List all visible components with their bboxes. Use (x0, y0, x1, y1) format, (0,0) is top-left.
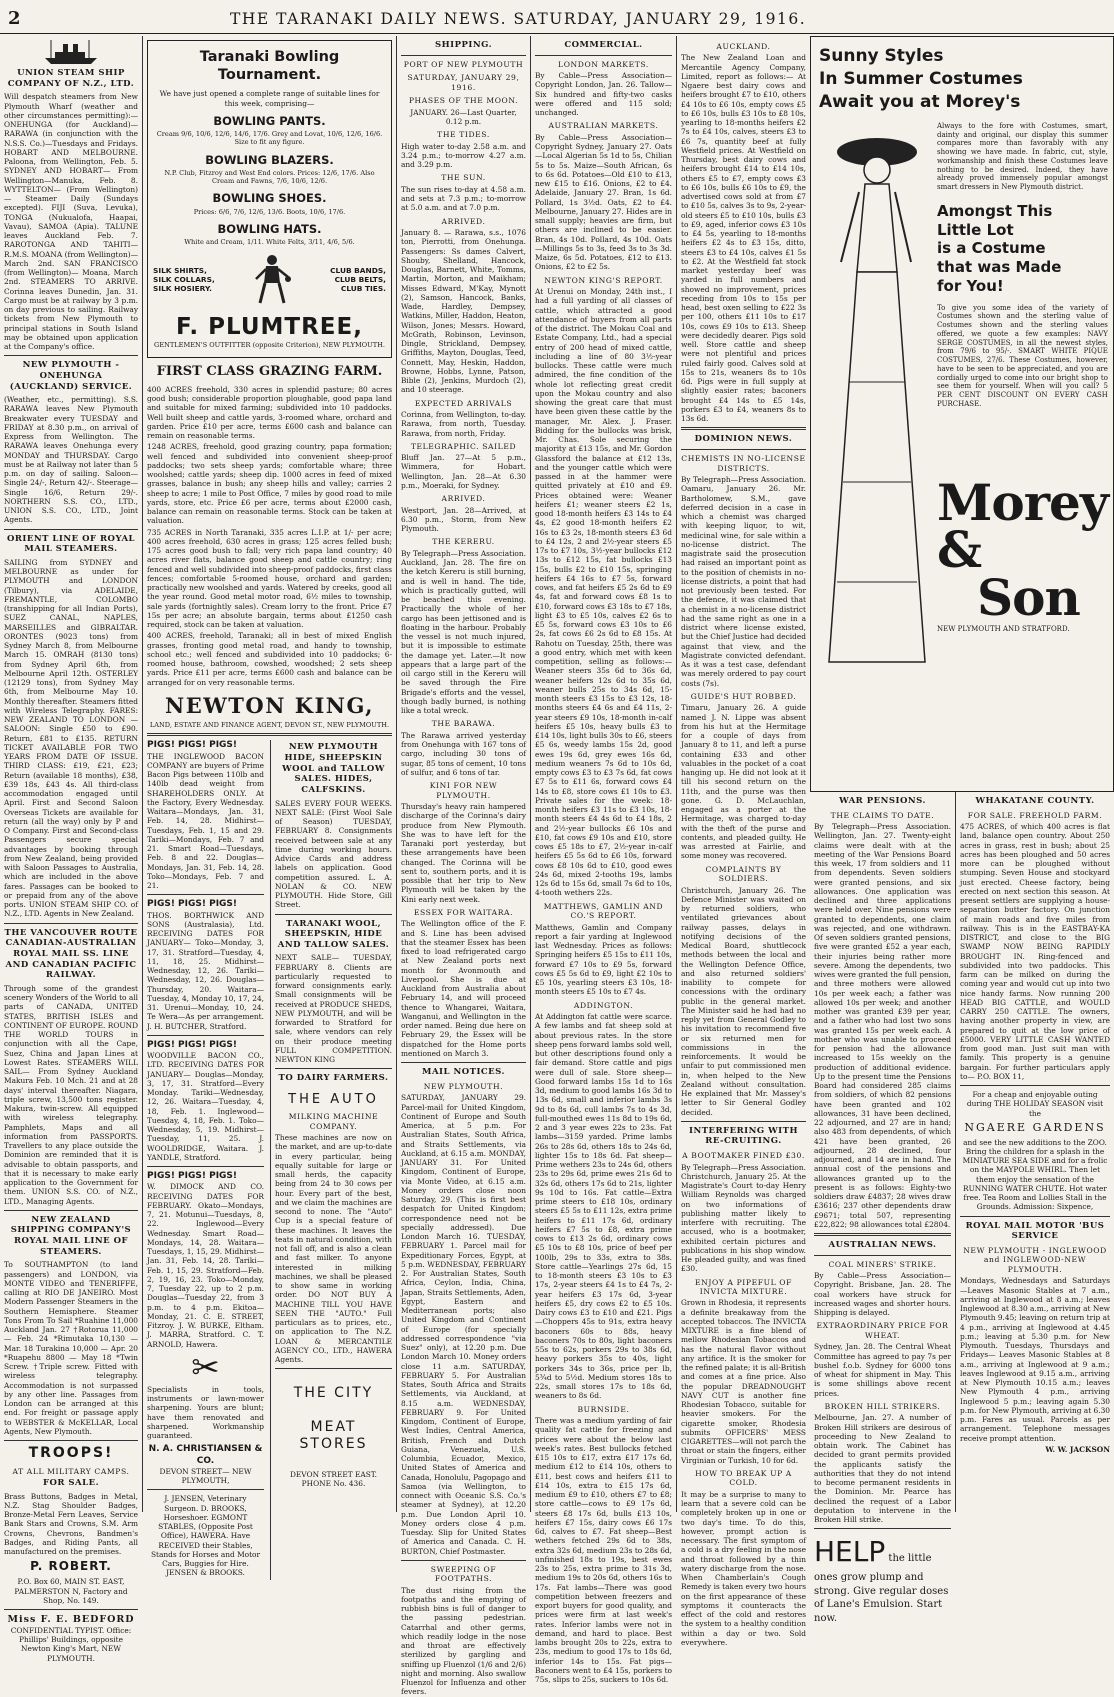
expected-heading: EXPECTED ARRIVALS (414, 398, 513, 408)
motor-heading: ROYAL MAIL MOTOR 'BUS SERVICE (965, 1220, 1105, 1242)
sunny-line: In Summer Costumes (819, 68, 1023, 89)
troops-sub: AT ALL MILITARY CAMPS. (12, 1466, 130, 1476)
column-commercial (530, 36, 676, 1685)
steamship-icon (41, 38, 101, 66)
right-line: CLUB TIES. (340, 284, 386, 294)
coal-heading: COAL MINERS' STRIKE. (828, 1259, 937, 1269)
addington-heading: ADDINGTON. (573, 1000, 634, 1010)
commercial-heading: COMMERCIAL. (564, 40, 643, 50)
morey-intro: Always to the fore with Costumes, smart, dainty and original, our display this summer compares more than favorably with any showing we have made. In fabric, cut, style, workmanship and finish these Costumes leave nothing to be desired. Indeed, they have already proved immensely popular amongst smart dressers in New Plymouth district. (937, 121, 1108, 192)
meat-heading: MEAT STORES (299, 1418, 368, 1453)
onehunga-body: (Weather, etc., permitting). S.S. RARAWA leaves New Plymouth Breakwater every TUESDAY and FRIDAY at 8.30 p.m., on arrival of Express from Wellington. The RARAWA leaves Onehunga every MONDAY and THURSDAY. Cargo must be at Railway not later than 5 p.m. on day of sailing. Saloon—Single 24/-, Return 42/-. Steerage—Single 16/6, Return 29/-. NORTHERN S.S. CO., LTD., UNION S.S. CO., LTD., Joint Agents. (4, 395, 138, 525)
plumtree-sub: GENTLEMEN'S OUTFITTER (opposite Criterion), NEW PLYMOUTH. (154, 341, 385, 350)
troops-body: Brass Buttons, Badges in Metal, N.Z. Stag Shoulder Badges, Bronze-Metal Fern Leaves, Service Bank Stars and Crowns, S.M. Arm Crowns, Chevrons, Bandmen's Badges, and Riding Pants, all manufactured on the premises. (4, 1491, 138, 1557)
union-body: Will despatch steamers from New Plymouth Wharf (weather and other circumstances permitting):— ONEHUNGA (for Auckland)— RARAWA (in conjunction with the N.S.S. Co.)—Tuesdays and Fridays. HOBART AND MELBOURNE. Paloona, from Wellington, Feb. 5. SYDNEY AND HOBART— From Wellington—Manuka, Feb. 8. WYTTELTON— (From Wellington)— Steamer Daily (Sundays excepted). FIJI (Suva, Levuka), TONGA (Nukualofa, Haapai, Vavau), SAMOA (Apia). TALUNE leaves Auckland Feb. 7. RAROTONGA AND TAHITI— R.M.S. MOANA (from Wellington)— March 2nd. SAN FRANCISCO (from Wellington)— Moana, March 2nd. STEAMERS TO ARRIVE. Corinna leaves Dunedin, Jan. 31. Cargo must be at railway by 3 p.m. on day previous to sailing. Railway tickets from New Plymouth to principal stations in South Island may be obtained upon application at the Company's office. (4, 92, 138, 351)
pigs-heading: PIGS! PIGS! PIGS! (147, 740, 238, 751)
bedford-body: CONFIDENTIAL TYPIST. Office: Phillips' Buildings, opposite Newton King's Mart, NEW PLYMOUTH. (10, 1625, 132, 1663)
morey-name: Son (977, 567, 1080, 627)
pants-head: BOWLING PANTS. (213, 113, 326, 128)
auto-body: These machines are now on the market, and are up-to-date in every particular, being equally suitable for large or small herds, the capacity being from 24 to 30 cows per hour. Every part of the best, and we claim the machines are second to none. The "Auto" Cup is a special feature of these machines. It leaves the teats in natural condition, with not fall off, and is also a clean and fast milker. To anyone interested in milking machines, we shall be pleased to show same in working order. DO NOT BUY A MACHINE TILL YOU HAVE SEEN THE "AUTO." Full particulars as to prices, etc., on application to The N.Z. LOAN & MERCANTILE AGENCY CO., LTD., HAWERA Agents. (275, 1133, 392, 1365)
newton-king-report-body: At Urenui on Monday, 24th inst., I had a full yarding of all classes of cattle, which attracted a good attendance of buyers from all parts of the district. The Mokau Coal and Estate Company, Ltd., had a special entry of 200 head of mixed cattle, including a line of 80 3½-year bullocks. These cattle were much admired, the fine condition of the whole lot reflecting great credit upon the Mokau country and also showing the great care that must have been given these cattle by the manager, Mr. Alex. J. Fraser. Bidding for the bullocks was brisk, Mr. Chas. Sole securing the majority at £13 15s, and Mr. Gordon Glassford the balance at £12 13s, and the younger cattle which were passed in at the hammer were quitted privately at £10 and £9. Prices obtained were: Weaner heifers £1; weaner steers £2 1s, good 18-month heifers £3 14s to £4 4s, £2 good 18-month heifers £2 16s to £3 2s, 18-month steers £3 6d to £4 12s, 2 and 2½-year steers £5 17s to £7 10s, 3½-year bullocks £12 13s to £12 15s, fat bullocks £13 15s, bulls £2 to £10 15s, springing heifers £4 16s to £7 5s, forward cows, and fat heifers £5 2s 6d to £9 4s, fat and forward cows £8 1s to £10, forward cows £3 18s to £7 18s, light £3 to £5 10s, calves £2 6s to £5 5s, forward cows £3 10s to £6 2s, fat cows £6 2s 6d to £8 15s. At Rahotu on Tuesday, 25th, there was a good entry, which met with keen competition, selling as follows:—Weaner steers 35s 6d to 36s 6d, weaner heifers 12s 6d to 35s 6d, weaner bulls 25s to 34s 6d, 15-month steers £3 15s to £3 12s, 18-months steers £4 6s and £4 11s, 2-year steers £9 10s, 18-month in-calf heifers £5 10s, heavy bulls £3 to £14 10s, light bulls 30s to £6, steers £5 6s, weedy lambs 15s 2d, good ewes 19s 6d, grey ewes 16s 6d, medium weaners 7s 6d to 10s 6d, empty cows £3 to £3 7s 6d, fat cows £7 5s to £11 6s, forward cows £4 14s to £8, store cows £1 10s to £3. Private sales for the week: 18-month heifers £3 11s to £3 10s, 18-month steers £4 4s 6d to £4 18s, 2 and 2½-year bullocks £6 10s and £10, fat cows £9 10s and £10, store cows £5 18s to £7, 2½-year in-calf heifers £5 5s 6d to £6 10s, forward cows £8 10s 6d to £10, good ewes 24s 6d, mixed 2-tooths 19s, lambs 12s 6d to 15s 6d, small 7s 6d to 10s, 4-tooth wethers 22s. (535, 287, 673, 898)
farm-listing: 1248 ACRES, freehold, good grazing country, papa formation; well fenced and subdivided into convenient sheep-proof paddocks; two sets sheep yards; comfortable whare; three woolshed; cattle yards; sheep dip. 1000 acres in feed of mixed grasses, balance in bush; any sheep hills and valley; carries 2 sheep to acre; 1 mile to Post Office, 7 miles by good road to mile yards, store, etc. Price £6 per acre, terms about £2000 cash, balance can remain on reasonable terms. Stock can be taken at valuation. (147, 442, 392, 526)
masthead (0, 0, 1114, 34)
port-heading: PORT OF NEW PLYMOUTH (403, 59, 524, 69)
hut-heading: GUIDE'S HUT ROBBED. (690, 691, 797, 701)
wheat-body: Sydney, Jan. 28. The Central Wheat Committee has agreed to pay 7s per bushel f.o.b. Sydney for 6000 tons of wheat for shipment in May. This is some shillings above recent prices. (814, 1342, 951, 1398)
left-line: SILK COLLARS, (153, 275, 215, 285)
burnside-body: There was a medium yarding of fair quality fat cattle for freezing and prices were about the below last week's rates. Best bullocks fetched £15 10s to £17, extra £17 17s 6d, medium £12 to £14 10s, others to £11, best cows and heifers £11 to £14 10s, extra to £15 17s 6d, medium £9 to £10, others £7 to £8; store cattle—cows to £9 17s 6d, steers £8 17s 6d, bulls £13 10s, heifers £7 15s, dairy cows £6 17s 6d, calves to £7. Fat sheep—Best wethers fetched 29s 6d to 38s, extra 32s 6d, medium 23s to 28s 6d, unfinished 18s to 19s, best ewes 23s to 25s, extra prime to 31s 3d, medium 19s to 20s 6d, others 16s to 17s. Fat lambs—There was good competition between freezers and export buyers for good quality, and prices were firm at last week's rates. Inferior lambs were not in demand, and hard to place. Best lambs brought 20s to 22s, extra to 23s, medium to good 17s to 18s 6d, inferior 14s to 15s. Fat pigs—Baconers went to £4 15s, porkers to 75s, slips to 25s, suckers to 10s 6d. (535, 1416, 672, 1685)
amongst-line: for You! (937, 276, 1004, 295)
sweep-body: The dust rising from the footpaths and the emptying of rubbish bins is full of danger to the passing pedestrian. Catarrhal and other germs, which readily lodge in the nose and throat are effectively sterilized by gargling and sniffing up Fluenzol (1/6 and 2/6) night and morning. Also swallow Fluenzol for Influenza and other fevers. (401, 1585, 526, 1697)
pigs-body: W. DIMOCK AND CO. RECEIVING DATES FOR FEBRUARY. Okato—Mondays, 7, 21. Motunui—Tuesdays, 8, 22. Inglewood—Every Wednesday. Smart Road—Mondays, 14, 28. Waitara—Tuesdays, 1, 15, 29. Midhirst—Jan. 31, Feb. 14, 28. Tariki—Feb. 1, 15, 29. Stratford—Feb. 2, 19, 16, 23. Toko—Monday, 7, Tuesday 22, up to 2 p.m. Douglas—Tuesday 22, from 3 p.m. to 4 p.m. Ekitoa—Monday, 21. C. E. STREET, Fitzroy. J. W. BURKE, Eltham. J. MARRA, Stratford. C. T. ARNOLD, Hawera. (147, 1182, 264, 1349)
plumtree-name: F. PLUMTREE, (176, 313, 363, 340)
right-line: CLUB BELTS, (334, 275, 386, 285)
nzshipping-title: NEW ZEALAND SHIPPING COMPANY'S ROYAL MAIL LINE OF STEAMERS. (10, 1214, 132, 1257)
recruiting-sub: A BOOTMAKER FINED £30. (682, 1151, 805, 1161)
morey-address: NEW PLYMOUTH AND STRATFORD. (937, 625, 1070, 634)
morey-advertisement (810, 36, 1114, 792)
ngaere-intro: For a cheap and enjoyable outing during THE HOLIDAY SEASON visit the (966, 1090, 1104, 1118)
christiansen-name: N. A. CHRISTIANSEN & CO. (148, 1444, 263, 1466)
pigs-body: THOS. BORTHWICK AND SONS (Australasia), Ltd. RECEIVING DATES FOR JANUARY— Toko—Monday, 3, 17, 31. Stratford—Tuesday, 4, 11, 18, 25. Midhirst—Wednesday, 12, 26. Tariki—Wednesday, 12, 26. Douglas—Thursday, 20. Waitara—Tuesday, 4, Monday 10, 17, 24, 31. Urenui—Monday, 10, 24. Te Wera—As per arrangement. J. H. BUTCHER, Stratford. (147, 910, 264, 1031)
left-line: SILK HOSIERY. (153, 284, 212, 294)
essex-heading: ESSEX FOR WAITARA. (413, 907, 514, 917)
shoes-body: Prices: 6/6, 7/6, 12/6, 13/6. Boots, 10/6, 17/6. (193, 207, 346, 216)
barawa-body: The Rarawa arrived yesterday from Onehunga with 167 tons of cargo, including 30 tons of sugar, 85 tons of cement, 10 tons of sulfur, and 6 tons of tar. (401, 730, 526, 777)
nzshipping-body: To SOUTHAMPTON (to land passengers) and LONDON, via MONTE VIDEO and TENERIFFE, calling at RIO DE JANEIRO. Most Modern Passenger Steamers in the Southern Hemisphere. Steamer Tons From To Sail *Ruahine 11,000 Auckland Jan. 27 †Rotorua 11,000 — Feb. 24 *Rimutaka 10,130 — Mar. 18 Turakina 10,000 — Apr. 20 *Ruapehu 8800 — May 18 *Twin Screw. †Triple screw. Fitted with wireless telegraphy. Accommodation is not surpassed by any other line. Passages from London can be arranged at this end. For freight or passage apply to WEBSTER & McKELLAR, Local Agents, New Plymouth. (4, 1260, 138, 1436)
mail-body: SATURDAY, JANUARY 29. Parcel-mail for United Kingdom, Continent of Europe and South America, at 5 p.m. For Australian States, South Africa, and Straits Settlements, via Auckland, at 6.15 a.m. MONDAY, JANUARY 31. For United Kingdom, Continent of Europe, via Monte Video, at 6.15 a.m. Money orders close noon Saturday, 29. (This is first best despatch for United Kingdom; correspondence need not be specially addressed). Due London March 16. TUESDAY, FEBRUARY 1. Parcel mail for Expeditionary Forces, Egypt, at 5 p.m. WEDNESDAY, FEBRUARY 2. For Australian States, South Africa, Ceylon, India, China, Japan, Straits Settlements, Aden, Egypt, Eastern and Mediterranean ports; also United Kingdom and Continent of Europe (for specially addressed correspondence "via Suez" only), at 12.20 p.m. Due London March 10. Money orders close 11 a.m. SATURDAY, FEBRUARY 5. For Australian States, South Africa and Straits Settlements, via Auckland, at 8.15 a.m. WEDNESDAY, FEBRUARY 9. For United Kingdom, Continent of Europe, West Indies, Central America, British, French and Dutch Guiana, Venezuela, U.S. Columbia, Ecuador, Mexico, United States of America and Canada, Honolulu, Pagopago and Samoa (via Wellington, to connect with Oceanic S.S. Co.'s steamer at Sydney), at 12.20 p.m. Due London April 10. Money orders close 4 p.m. Tuesday. Slip for United States of America and Canada. C. H. BURTON, Chief Postmaster. (401, 1093, 526, 1556)
auto-sub: MILKING MACHINE COMPANY. (288, 1112, 379, 1131)
barawa-heading: THE BARAWA. (431, 719, 496, 729)
aus-markets-heading: AUSTRALIAN MARKETS. (548, 121, 659, 131)
pigs-heading: PIGS! PIGS! PIGS! (147, 899, 238, 910)
whakatane-body: 475 ACRES, of which 400 acres is flat land, balance open country. About 250 acres in grass, rest in bush; about 25 acres has been ploughed and 50 acres more can be ploughed without stumping. Seven House and stockyard just erected. Cheese factory, being erected on next section this season. At present settlers are supplying a house-separation butter factory. On junction of main roads and five miles from railway. This is in the EASTBAY-KA DISTRICT, and close to the BIG SWAMP NOW BEING RAPIDLY BROUGHT IN. Ring-fenced and subdivided into two paddocks. This farm can be milked on during the coming year and would cut up into two nice handy farms. Now running 200 HEAD BIG CATTLE, and WOULD CARRY 250 CATTLE. The owners, having another property in view, are prepared to quit at the low price of £5000. VERY LITTLE CASH WANTED from good man. Just suit man with family. This property is a genuine bargain. For further particulars apply to— P.O. BOX 11, (960, 822, 1110, 1081)
orient-title: ORIENT LINE OF ROYAL MAIL STEAMERS. (6, 533, 136, 555)
dominion-heading: DOMINION NEWS. (694, 434, 793, 445)
jensen-body: J. JENSEN, Veterinary Surgeon. D. BROOKS, Horseshoer. EGMONT STABLES, (Opposite Post Office), HAWERA. Have RECEIVED their Stables, Stands for Horses and Motor Cars, Buggies for Hire. JENSEN & BROOKS. (150, 1494, 261, 1578)
newton-king-name: NEWTON KING, (165, 692, 374, 718)
invicta-heading: ENJOY A PIPEFUL OF INVICTA MIXTURE. (695, 1277, 792, 1296)
whakatane-heading: WHAKATANE COUNTY. (975, 796, 1095, 806)
bowling-title: Taranaki Bowling Tournament. (199, 49, 340, 84)
london-heading: LONDON MARKETS. (558, 59, 649, 69)
column-dominion-news (676, 36, 810, 1647)
mail-sub: NEW PLYMOUTH. (423, 1081, 504, 1091)
help-heading: HELP (814, 1535, 886, 1569)
kereru-heading: THE KERERU. (432, 537, 495, 547)
whakatane-sub: FOR SALE. FREEHOLD FARM. (967, 810, 1103, 820)
shipping-date: SATURDAY, JANUARY 29, 1916. (407, 73, 520, 92)
moon-heading: PHASES OF THE MOON. (408, 96, 519, 106)
arrived-heading: ARRIVED. (441, 216, 486, 226)
mgr-body: Matthews, Gamlin and Company report a fair yarding at Inglewood last Wednesday. Prices as follows: Springing heifers £5 15s to £11 10s, forward £7 10s to £9 5s, forward cows £5 5s 6d to £9, light £2 10s to £5 10s, yearling steers £3 10s, 18-month steers £5 10s to £7 4s. (535, 922, 672, 997)
london-body: By Cable—Press Association—Copyright London, Jan. 26. Tallow—Six hundred and fifty-two casks were offered and 115 sold; unchanged. (535, 71, 672, 118)
burnside-heading: BURNSIDE. (577, 1404, 630, 1414)
bowling-ad (147, 40, 392, 358)
meat-body: DEVON STREET EAST. PHONE No. 436. (289, 1469, 377, 1489)
column-war-pensions (810, 792, 955, 1624)
amongst-line: Amongst This (937, 201, 1053, 220)
arrived2-body: Westport, Jan. 28—Arrived, at 6.30 p.m., Storm, from New Plymouth. (401, 505, 526, 534)
hides-body: SALES EVERY FOUR WEEKS. NEXT SALE: (First Wool Sale of Season) TUESDAY, FEBRUARY 8. Consignments received between sale at any time during working hours. Advice Cards and address labels on application. Good competition assured. L. A. NOLAN & CO. NEW PLYMOUTH. Hide Store, Gill Street. (275, 798, 392, 910)
sun-body: The sun rises to-day at 4.58 a.m. and sets at 7.3 p.m.; to-morrow at 5.0 a.m. and at 7.0 p.m. (401, 184, 526, 213)
tides-body: High water to-day 2.58 a.m. and 3.24 p.m.; to-morrow 4.27 a.m. and 3.29 p.m. (401, 141, 526, 170)
shoes-head: BOWLING SHOES. (212, 191, 327, 206)
chemists-heading: CHEMISTS IN NO-LICENSE DISTRICTS. (681, 454, 806, 473)
amongst-line: is a Costume (937, 239, 1046, 258)
union-title: UNION STEAM SHIP COMPANY OF N.Z., LTD. (7, 68, 135, 89)
column-advertisements (142, 36, 396, 1578)
hides-heading: NEW PLYMOUTH HIDE, SHEEPSKIN WOOL and TALLOW SALES. HIDES, CALFSKINS. (282, 742, 385, 795)
outfitter-lines (153, 253, 386, 307)
page-number: 2 (8, 8, 21, 29)
dairy-heading: TO DAIRY FARMERS. (278, 1073, 389, 1084)
farm-listing: 400 ACRES, freehold, Taranaki; all in best of mixed English grasses, fronting good metal road, and handy to township, school etc.; well fenced and subdivided into 10 paddocks; 6-roomed house, bathroom, cowshed, woodshed; 2 sets sheep yards. Price £11 per acre, terms £600 cash and balance can be arranged for on very reasonable terms. (147, 631, 392, 687)
farm-title: FIRST CLASS GRAZING FARM. (156, 363, 383, 379)
addington-body: At Addington fat cattle were scarce. A few lambs and fat sheep sold at about previous rates. In the store sheep pens forward lambs sold well, but other descriptions found only a fair demand. Store cattle and pigs were dull of sale. Store sheep—Good forward lambs 15s 1d to 16s 3d, medium to good lambs 16s 3d to 13s 6d, small and inferior lambs 3s 9d to 8s 6d, cull lambs 7s to 4s 3d, full-mouthed ewes 11s 8d to 19s 6d, 2 and 3 year ewes 22s to 23s. Fat lambs—3159 yarded. Prime lambs 26s to 28s 6d, others 18s to 24s 6d, lighter 15s to 18s 6d. Fat sheep—Prime wethers 23s to 24s 6d, others 23s to 29s 6d, prime ewes 21s 6d to 32s 6d, others 17s 6d to 21s, lighter 9s 10d to 16s. Fat cattle—Extra prime steers to £18 10s, ordinary steers £5 5s to £11 12s, extra prime heifers to £11 17s 6d, ordinary heifers £7 5s to £8, extra prime cows to £13 2s 6d, ordinary cows £5 10s to £8 10s, price of beef per 100lb, 29s to 33s, extra to 38s. Store cattle—Yearlings 27s 6d, 15 to 18-month steers £3 10s to £3 17s, 2-year steers £4 1s to £4 7s, 2-year heifers £3 17s 6d, 3-year heifers £5, dry cows £2 to £5 10s. Dairy cows £3 to £10 and £21. Pigs—Choppers 45s to 91s, extra heavy baconers 60s to 88s, heavy baconers 70s to 80s, light baconers 55s to 62s, porkers 29s to 38s 6d, heavy porkers 35s to 40s, light porkers 34s to 36s, price per lb, 5¾d to 5½d. Medium stores 18s to 22s, small stores 17s to 18s 6d, weaners to 8s 6d. (535, 1012, 672, 1401)
newton-king-report-heading: NEWTON KING'S REPORT. (544, 275, 663, 285)
amongst-line: that was Made (937, 258, 1062, 277)
hats-body: White and Cream, 1/11. White Felts, 3/11, 4/6, 5/6. (184, 238, 355, 247)
aus-markets-body: By Cable—Press Association—Copyright Sydney, January 27. Oats—Local Algerian 5s 1d to 5s, Chilian 5s to 5s. Maize—South African, 6s to 6s 6d. Potatoes—Old £10 to £13, new £15 to £16. Onions, £2 to £4. Adelaide, January 27. Bran, 1s 6d. Pollard, 1s 3½d. Oats, £2 to £4. Melbourne, January 27. Hides are in small supply; heavies are firm, but others are inclined to be easier. Bran, 4s 10d. Pollard, 4s 10d. Oats—Millings 5s to 3s, feed 3s to 3s 3d. Maize, 6s 5d. Potatoes, £12 to £13. Onions, £2 to £2 5s. (535, 132, 672, 272)
claims-heading: THE CLAIMS TO DATE. (830, 810, 935, 820)
ngaere-heading: NGAERE GARDENS (964, 1120, 1106, 1134)
vancouver-title: THE VANCOUVER ROUTE CANADIAN-AUSTRALIAN ROYAL MAIL SS. LINE AND CANADIAN PACIFIC RAILWAY. (4, 927, 138, 981)
soldiers-heading: COMPLAINTS BY SOLDIERS. (705, 864, 782, 884)
broken-hill-heading: BROKEN HILL STRIKERS. (824, 1401, 941, 1411)
moon-body: JANUARY. 26—Last Quarter, 0.12 p.m. (410, 107, 517, 126)
kini-body: Thursday's heavy rain hampered discharge of the Corinna's dairy produce from New Plymouth. She was to have left for the Taranaki port yesterday, but these arrangements have been changed. The Corinna will be sent to, southern ports, and it is possible that her trip to New Plymouth will be taken by the Kini early next week. (401, 802, 526, 904)
auckland-body: The New Zealand Loan and Mercantile Agency Company, Limited, report as follows:— At Ngaere best dairy cows and heifers brought £7 to £10, others £4 10s to £6 10s, empty cows £5 to £6 10s, bulls £3 10s to £8 10s, yearling to 18-months heifers £2 7s to £4 10s, calves, steers £3 to £6 7s, quantity beef at fully Westfield prices. At Westfield on Thursday, best dairy cows and heifers brought £14 to £14 10s, others £5 to £7, empty cows £3 to £6 10s, bulls £6 10s to £9, the advertised cows sold at from £7 to £10 5s, calves 3s to 9s, 2-year-old steers £5 to £10 10s, bulls £3 to £9, aged, inferior cows £3 10s to £4 5s, yearling to 18-months heifers £2 4s to £3 15s, ditto, steers £3 to £4 10s, calves £1 5s to £2. At the Westfield fat stock market yesterday beef was yarded in full numbers and showed no improvement, prices receding from 10s to 15s per head, best oxen selling to £22 3s per 100, others £11 10s to £17 10s, cows £9 10s to £13. Sheep were decidedly dearer. Pigs sold well. Store cattle and sheep were not plentiful and prices ruled fairly good. Calves sold at 15s to 21s, weaners 8s to 10s 6d. Pigs were in full supply at slightly easier rates; baconers brought £4 14s to £5 14s, porkers £3 to £4, weaners 8s to 13s 6d. (681, 53, 807, 424)
column-shipping-news (396, 36, 530, 1697)
coal-body: By Cable—Press Association—Copyright. Brisbane, Jan. 28. The coal workers have struck for increased wages and shorter hours. Shipping is delayed. (814, 1271, 951, 1318)
auto-heading: THE AUTO (288, 1092, 379, 1107)
chemists-body: By Telegraph—Press Association. Oamaru, January 26. Mr. Bartholomew, S.M., gave deferred decision in a case in which a chemist was charged with keeping liquor, to wit, medicinal wine, for sale within a no-license district. The magistrate said the prosecution had raised an important point as to the position of chemists in no-license districts, a point that had not previously been tested. For the defence, it was claimed that a chemist in a no-license district had the same right as one in a district where license existed, but the Chief Justice had decided against that view, and the Magistrate convicted defendant. As it was a test case, defendant was merely ordered to pay court costs (7s). (681, 475, 806, 688)
lanes-emulsion-ad (814, 1533, 951, 1625)
robert-body: P.O. Box 60, MAIN ST. EAST, PALMERSTON N, Factory and Shop, No. 149. (14, 1577, 128, 1605)
taranaki-body: NEXT SALE— TUESDAY, FEBRUARY 8. Clients are particularly requested to forward consignments early. Small consignments will be received at PRODUCE SHEDS, NEW PLYMOUTH, and will be forwarded to Stratford for sale, where vendors can rely on their produce meeting FULL COMPETITION. NEWTON KING (275, 953, 392, 1065)
recruiting-heading: INTERFERING WITH RE-CRUITING. (688, 1125, 799, 1147)
right-line: CLUB BANDS, (330, 265, 386, 275)
robert-name: P. ROBERT. (30, 1559, 112, 1574)
invicta-body: Grown in Rhodesia, it represents a definite breakaway from the accepted tobaccos. The INVICTA MIXTURE is a fine blend of mellow Rhodesian Tobaccos and has the natural flavor without any artifice. It is the smoker for the refined palate; it is all-British and comes at a fine price. Also the popular DREADNOUGHT NAVY CUT is another fine Rhodesian Tobacco, suitable for heavier smokers. For the cigarette smoker, Rhodesia submits OFFICERS' MESS CIGARETTES—will not parch the throat or stain the fingers, either Virginian or Turkish, 10 for 6d. (681, 1298, 806, 1465)
broken-hill-body: Melbourne, Jan. 27. A number of Broken Hill strikers are desirous of proceeding to New Zealand to obtain work. The Cabinet has decided to grant permits provided the applicants satisfy the authorities that they do not intend to become permanent residents in the Dominion. Mr. Pearce has declined the request of a Labor deputation to intervene in the Broken Hill strike. (814, 1413, 951, 1525)
blazers-head: BOWLING BLAZERS. (205, 152, 334, 167)
soldiers-body: Christchurch, January 26. The Defence Minister was waited on by returned soldiers, who ventilated grievances about railway passes, delays in notifying decisions of the Medical Board, shuttlecock methods between the local and the Wellington Defence Office, and also returned soldiers' inability to compete for concessions with the ordinary public in the general market. The Minister said he had had no reply yet from General Godley to his invitation to recommend five or six returned men for commissions in the reinforcements. It would be unfair to put commissioned men in, when helped to the New Zealand without consultation. He explained that Mr. Massey's letter to Sir General Godley decided. (681, 885, 806, 1117)
jackson-name: W. W. JACKSON (1045, 1444, 1110, 1454)
tides-heading: THE TIDES. (437, 130, 490, 140)
australian-news-heading: AUSTRALIAN NEWS. (828, 1240, 937, 1251)
scissors-icon: ✂ (191, 1347, 220, 1388)
shipping-heading: SHIPPING. (434, 40, 493, 50)
left-line: SILK SHIRTS, (153, 265, 207, 275)
recruiting-body: By Telegraph—Press Association. Christchurch, January 25. At the Magistrate's Court to-day Henry William Reynolds was charged on two informations of publishing matter likely to interfere with recruiting. The accused, who is a bootmaker, exhibited certain pictures and publications in his shop window. He pleaded guilty, and was fined £30. (681, 1162, 806, 1274)
expected-body: Corinna, from Wellington, to-day. Rarawa, from north, Tuesday. Rarawa, from north, Friday. (401, 410, 526, 438)
sunny-line: Sunny Styles (819, 46, 944, 66)
pigs-body: THE INGLEWOOD BACON COMPANY are buyers of Prime Bacon Pigs between 110lb and 140lb dead weight from SHAREHOLDERS ONLY. At the Factory, Every Wednesday. Waitara—Mondays, Jan. 31, Feb. 14, 28. Midhirst—Tuesdays, Feb. 1, 15 and 29. Tariki—Mondays, Feb. 7 and 21. Smart Road—Tuesdays, Feb. 8 and 22. Douglas—Mondays, Jan. 31, Feb. 14, 28. Toko—Mondays, Feb. 7 and 21. (147, 751, 264, 891)
onehunga-title: NEW PLYMOUTH - ONEHUNGA (AUCKLAND) SERVICE. (9, 360, 133, 392)
scissors-body: Specialists in tools, instruments or lawn-mower sharpening. Yours are blunt; have them renovated and sharpened. Workmanship guaranteed. (147, 1384, 264, 1441)
morey-body: To give you some idea of the variety of Costumes shown and the sterling value of Costumes shown and the sterling values offered, we quote a few examples: NAVY SERGE COSTUMES, in all the newest styles, from 79/6 to 95/-. SMART WHITE PIQUE COSTUMES, 27/6. These Costumes, however, have to be seen to be appreciated, and you are cordially urged to come into our bright shop to see them for yourself. When will you call? 5 PER CENT DISCOUNT ON EVERY CASH PURCHASE. (937, 303, 1108, 408)
motor-sub: NEW PLYMOUTH - INGLEWOOD and INGLEWOOD-NEW PLYMOUTH. (963, 1245, 1107, 1274)
arrived2-heading: ARRIVED. (441, 494, 486, 504)
taranaki-heading: TARANAKI WOOL, SHEEPSKIN, HIDE AND TALLOW SALES. (277, 918, 390, 950)
vancouver-body: Through some of the grandest scenery Wonders of the World to all parts of CANADA, UNITED STATES, BRITISH ISLES and CONTINENT OF EUROPE. ROUND THE WORLD TOURS in conjunction with all the Cape, Suez, China and Japan Lines at Lowest Rates. STEAMERS WILL SAIL— From Sydney Auckland Makura Feb. 10 Mch. 21 and at 28 days' interval thereafter. Niagara, triple screw, 13,500 tons register. Makura, twin-screw. All equipped with wireless telegraphy. Pamphlets, Maps and all information from PASSPORTS. Travellers to any place outside the Dominion are reminded that it is advisable to obtain passports, and that it is necessary to make early application to the Government for them. UNION S.S. CO. of N.Z., LTD., Managing Agents. (4, 983, 138, 1206)
mgr-heading: MATTHEWS, GAMLIN AND CO.'S REPORT. (543, 901, 664, 921)
mail-heading: MAIL NOTICES. (422, 1067, 505, 1078)
pants-body: Cream 9/6, 10/6, 12/6, 14/6, 17/6. Grey and Lovat, 10/6, 12/6, 16/6. Size to fit any figure. (156, 130, 383, 147)
farm-listing: 735 ACRES in North Taranaki, 335 acres L.I.P. at 1/- per acre; 400 acres freehold, 630 acres in grass; 125 acres felled bush; 175 acres good bush to fall; very rich papa land country; 40 acres river flats, balance good sheep and cattle country; ring fenced and well subdivided into sheep-proof paddocks, first class fences; comfortable 5-roomed house, orchard and garden; practically new woolshed and yards. Watered by creeks, good all the year round. Good metal motor road, 6½ miles to township, sale yards (fortnightly sales). Cream lorry to the front. Price £7 15s per acre; an absolute bargain, terms about £1250 cash required, stock can be taken at valuation. (147, 527, 392, 630)
column-whakatane (955, 792, 1114, 1512)
amongst-line: Little Lot (937, 220, 1014, 239)
sunny-line: Await you at Morey's (819, 91, 1021, 112)
hut-body: Timaru, January 26. A guide named J. N. Lippe was absent from his hut at the Hermitage for a couple of days from January 8 to 11, and left a purse containing £33 and other valuables in the pocket of a coat hanging up. He did not look at it till his second return on the 11th, and the purse was then gone. G. D. McLauchlan, engaged as a porter at the Hermitage, was charged to-day with the theft of the purse and contents, and pleaded guilty. He was arrested at Fairlie, and some money was recovered. (681, 703, 806, 861)
column-shipping-lines (0, 36, 142, 1663)
war-heading: WAR PENSIONS. (839, 796, 926, 806)
troops-title: TROOPS! (28, 1445, 114, 1461)
newspaper-title: THE TARANAKI DAILY NEWS. SATURDAY, JANUARY 29, 1916. (230, 10, 807, 28)
cold-body: It may be a surprise to many to learn that a severe cold can be completely broken up in one or two day's time. To do this, however, prompt action is necessary. The first symptom of a cold is a dry feeling in the nose and throat followed by a thin watery discharge from the nose. When Chamberlain's Cough Remedy is taken every two hours on the first appearance of these symptoms it counteracts the effect of the cold and restores the system to a healthy condition within a day or two. Sold everywhere. (681, 1489, 806, 1647)
telegraphic-heading: TELEGRAPHIC. SAILED (410, 441, 517, 451)
costume-figure (819, 122, 937, 684)
ngaere-body: and see the new additions to the ZOO. Bring the children for a splash in the MINIATURE SEA SIDE and for a frolic on the MAYPOLE WHIRL. Then let them enjoy the sensation of the RUNNING WATER CHUTE. Hot water free. Tea Room and Lollies Stall in the Grounds. Admission: Sixpence, (962, 1137, 1108, 1212)
hats-head: BOWLING HATS. (217, 222, 322, 237)
bowling-intro: We have just opened a complete range of suitable lines for this week, comprising— (159, 89, 380, 108)
essex-body: The Wellington office of the F. and S. Line has been advised that the steamer Essex has been fixed to load refrigerated cargo at New Zealand ports next month for Avonmouth and Liverpool. She is due at Auckland from Australia about February 14, and will proceed thence to Whangarei, Waitara, Wanganui, and Wellington in the order named. Being due here on February 29, the Essex will be dispatched for the Home ports mentioned on March 3. (401, 919, 526, 1058)
cold-heading: HOW TO BREAK UP A COLD. (695, 1468, 792, 1488)
help-body: the little ones grow plump and strong. Give regular doses of Lane's Emulsion. Start now. (814, 1553, 949, 1624)
christiansen-sub: DEVON STREET— NEW PLYMOUTH, (159, 1466, 252, 1486)
motor-body: Mondays, Wednesdays and Saturdays —Leaves Masonic Stables at 7 a.m., arriving at Inglewood at 8 a.m.; leaves Inglewood at 8.30 a.m., arriving at New Plymouth 9.45; leaving on return trip at 4 p.m., arriving at Inglewood at 4.45 p.m.; leaving at 5.30 p.m. for New Plymouth. Tuesdays, Thursdays and Fridays— Leaves Masonic Stables at 8 a.m., arriving at Inglewood at 9 a.m.; leaves Inglewood at 9.15 a.m., arriving at New Plymouth 10.15 a.m.; leaves New Plymouth 4 p.m., arriving Inglewood 5 p.m.; leaving again 5.30 p.m. for New Plymouth, arriving at 6.30 p.m. Fares as usual. Parcels as per arrangement. Telephone messages receive prompt attention. (960, 1276, 1110, 1443)
farm-listing: 400 ACRES freehold, 330 acres in splendid pasture; 80 acres good bush; considerable proportion ploughable, good papa land and suitable for mixed farming; subdivided into 10 paddocks. Well built sheep and cattle yards, 3-roomed whare, orchard and garden. Price £10 per acre, terms £600 cash and balance can remain on reasonable terms. (147, 384, 392, 441)
newton-king-sub: LAND, ESTATE AND FINANCE AGENT, DEVON ST., NEW PLYMOUTH. (149, 721, 390, 730)
morey-name: Morey & (937, 472, 1108, 580)
wheat-heading: EXTRAORDINARY PRICE FOR WHEAT. (816, 1321, 949, 1340)
lady-figure-icon (819, 122, 934, 682)
sweep-heading: SWEEPING OF FOOTPATHS. (430, 1564, 497, 1584)
bedford-title: Miss F. E. BEDFORD (7, 1614, 135, 1626)
sun-heading: THE SUN. (441, 173, 486, 183)
telegraphic-body: Bluff Jan. 27—At 5 p.m., Wimmera, for Hobart. Wellington, Jan. 28—At 6.30 p.m., Moeraki, for Sydney. (401, 453, 526, 490)
arrived-body: January 8. — Rarawa, s.s., 1076 ton, Pierrotti, from Onehunga. Passengers: Ss dames Calvert, Shouby, Shelland, Hancock, Douglas, Barnett, White, Tomms, Martin, Morton, and Maikham; Misses Edward, M'Kay, Mynott (2), Samson, Hancock, Banks, Wade, Hardley, Dempsey, Watkins, Miller, Haddon, Heaton, Wilson, Jones; Messrs. Howard, McGrath, Robinson, Levinson, Dingle, Strickland, Dempsey, Griffiths, Mayton, Douglas, Teed, Connett, May, Heskin, Haddon, Browne, Hobbs, Lynne, Patson, Bible (2), Jenkins, Murdoch (2), and 10 steerage. (401, 228, 526, 395)
blazers-body: N.P. Club, Fitzroy and West End colors. Prices: 12/6, 17/6. Also Cream and Fawns, 7/6, 10/6, 12/6. (164, 168, 375, 186)
city-heading: THE CITY (293, 1385, 374, 1402)
bowler-figure-icon (252, 253, 292, 307)
auckland-heading: AUCKLAND. (716, 42, 771, 51)
livestock-ads (147, 740, 392, 1579)
pigs-body: WOODVILLE BACON CO., LTD. RECEIVING DATES FOR JANUARY— Douglas—Monday, 3, 17, 31. Stratford—Every Monday. Tariki—Wednesday, 12, 26. Waitara—Tuesday, 4, 18, Feb. 1. Inglewood—Tuesday, 4, 18, Feb. 1. Toko—Wednesday, 5, 19. Midhirst—Tuesday, 11, 25. J. WOOLDRIDGE, Waitara. J. YANDLE, Stratford. (147, 1051, 264, 1162)
pigs-heading: PIGS! PIGS! PIGS! (147, 1171, 238, 1182)
pigs-heading: PIGS! PIGS! PIGS! (147, 1039, 238, 1050)
orient-body: SAILING from SYDNEY and MELBOURNE as under for PLYMOUTH and LONDON (Tilbury), via ADELAIDE, FREMANTLE, COLOMBO (transhipping for all Indian Ports), SUEZ CANAL, NAPLES, MARSEILLES and GIBRALTAR. ORONTES (9023 tons) from Sydney March 8, from Melbourne March 15. OMRAH (8130 tons) from Sydney April 6th, from Melbourne April 12th. OSTERLEY (12129 tons), from Sydney May 6th, from Melbourne May 10. Monthly thereafter. Steamers fitted with Wireless Telegraphy. FARES: NEW ZEALAND TO LONDON —SALOON: Single £50 to £90. Return, £81 to £135. RETURN TICKET AVAILABLE FOR TWO YEARS FROM DATE OF ISSUE. THIRD CLASS: £19, £21, £23; Return (available 18 months), £38, £39 18s, £43 4s. All third-class accommodation engaged until April. First and Second Saloon Overseas Tickets are available for return (all the way) only by P and O Company. First and Second-class Passengers secure special advantages by booking through from New Zealand, being provided with Saloon Passages to Australia, which are included in the above fares. Passages can be booked to or prepaid from any of the above ports. UNION STEAM SHIP CO. of N.Z., LTD. Agents in New Zealand. (4, 557, 138, 919)
kini-heading: KINI FOR NEW PLYMOUTH. (429, 781, 498, 800)
forsale-heading: FOR SALE. (42, 1477, 100, 1488)
war-body: By Telegraph—Press Association. Wellington, Jan. 27. Twenty-eight claims were dealt with at the meeting of the War Pensions Board this week, 17 from soldiers and 11 from dependents. Seven soldiers were granted pensions, and six allowances. One application was declined and three applications were held over. Nine pensions were granted to dependents, one claim was rejected, and one withdrawn. Of seven soldiers granted pensions, five were granted £52 a year each, their injuries being rather more severe. Among the dependents, two wives were granted the full pension, and three mothers were allowed 10s per week each; a father was allowed 10s per week; and another mother was granted £39 per year, and a father who had lost two sons was granted 15s per week each. A mother who was unable to proceed for pension had the allowance increased to 15s weekly on the production of additional evidence. Up to the present time the Pensions Board had considered 285 claims from soldiers, of which 82 pensions have been granted and 102 allowances, 31 have been declined, 22 adjourned, and 27 are in hand; also 483 from dependents, of which 421 have been granted, 26 adjourned, 28 declined, four adjourned, and 14 are in hand. The annual cost of the pensions and allowances granted up to the present is as follows: Eighty-two soldiers draw £4837; 28 wives draw £3616; 237 other dependents draw £9671; total 507, representing £22,822; 98 allowances total £2804. (814, 822, 951, 1229)
kereru-body: By Telegraph—Press Association. Auckland, Jan. 28. The fire on the ketch Kereru is still burning, and is well in hand. The tide, which is practically gutted, will be beached this evening. Practically the whole of her cargo has been jettisoned and is floating in the harbour. Probably the vessel is not much injured, but it is impossible to estimate the damage yet. Later.—It now appears that a large part of the oil cargo still in the Kereru will be saved through the Fire Brigade's efforts and the vessel, though badly burned, is nothing like a total wreck. (401, 548, 526, 716)
